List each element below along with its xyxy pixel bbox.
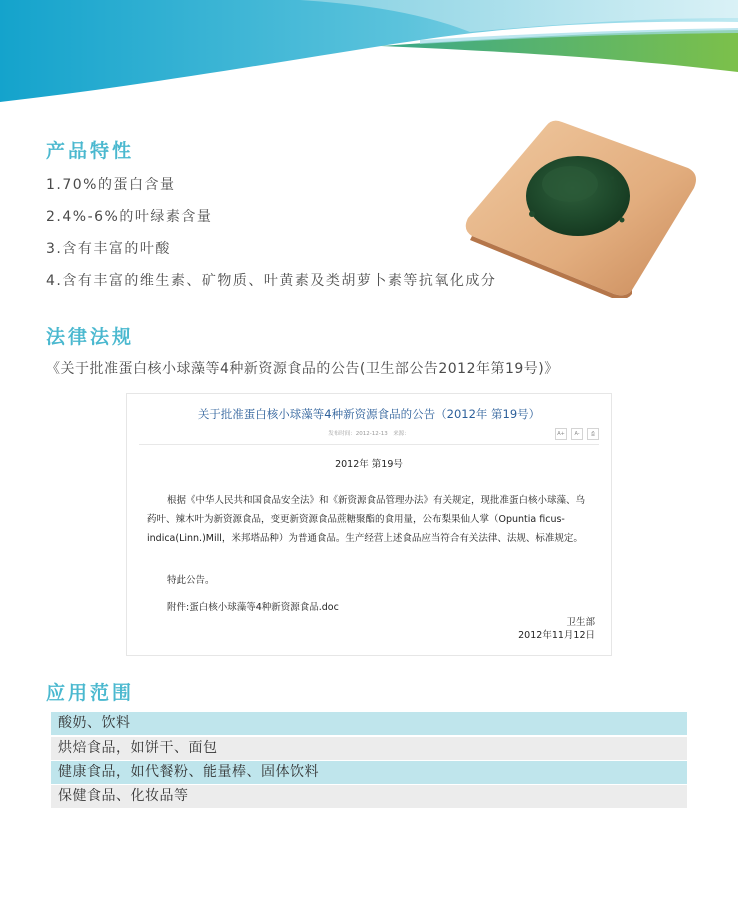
font-increase-icon[interactable]: A+ (555, 428, 567, 440)
law-heading: 法律法规 (46, 326, 135, 348)
notice-attachment-link[interactable]: 附件:蛋白核小球藻等4种新资源食品.doc (167, 602, 339, 613)
application-row: 烘焙食品，如饼干、面包 (51, 737, 687, 760)
application-row: 酸奶、饮料 (51, 712, 687, 735)
notice-date: 2012年11月12日 (518, 630, 595, 641)
features-heading: 产品特性 (46, 140, 135, 162)
applications-heading: 应用范围 (46, 682, 135, 704)
notice-body: 根据《中华人民共和国食品安全法》和《新资源食品管理办法》有关规定，现批准蛋白核小球藻、乌药叶、辣木叶为新资源食品，变更新资源食品蔗糖聚酯的食用量，公布梨果仙人掌（Opuntia ficus-indica(Linn.)Mill，米邦塔品种）为普通食品。生产经营上述食品应当符合有关法律、法规、标准规定。 (147, 495, 586, 544)
notice-meta: 发布时间：2012-12-13 来源： (328, 431, 410, 437)
print-icon[interactable]: ⎙ (587, 428, 599, 440)
notice-toolbar (555, 428, 599, 440)
notice-divider (139, 444, 599, 445)
chlorella-powder-image (462, 118, 702, 298)
feature-item-2: 2.4%-6%的叶绿素含量 (46, 209, 213, 225)
application-row: 保健食品、化妆品等 (51, 785, 687, 808)
header-wave-banner (0, 0, 738, 105)
application-row: 健康食品，如代餐粉、能量棒、固体饮料 (51, 761, 687, 784)
notice-screenshot (126, 393, 612, 656)
feature-item-3: 3.含有丰富的叶酸 (46, 241, 171, 257)
feature-item-4: 4.含有丰富的维生素、矿物质、叶黄素及类胡萝卜素等抗氧化成分 (46, 273, 497, 289)
notice-signature: 卫生部 (566, 617, 595, 628)
notice-number: 2012年 第19号 (335, 459, 403, 470)
law-document-title: 《关于批准蛋白核小球藻等4种新资源食品的公告(卫生部公告2012年第19号)》 (46, 361, 559, 377)
font-decrease-icon[interactable]: A- (571, 428, 583, 440)
notice-ending: 特此公告。 (167, 575, 215, 586)
feature-item-1: 1.70%的蛋白含量 (46, 177, 176, 193)
notice-title: 关于批准蛋白核小球藻等4种新资源食品的公告（2012年 第19号） (197, 407, 541, 421)
